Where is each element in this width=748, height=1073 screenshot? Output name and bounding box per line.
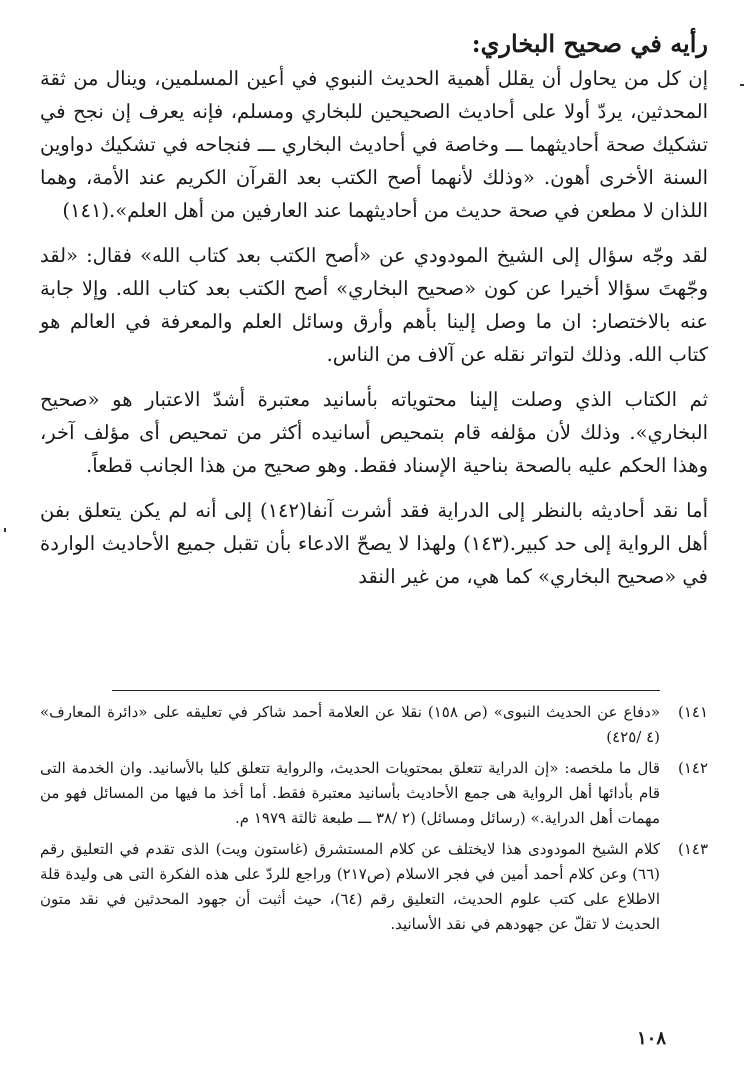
footnote-142 [40, 756, 708, 831]
section-heading: رأيه في صحيح البخاري: [471, 29, 708, 58]
footnote-text: «دفاع عن الحديث النبوى» (ص ١٥٨) نقلا عن العلامة أحمد شاكر في تعليقه على «دائرة المعارف» (٤ /٤٢٥) [40, 703, 660, 746]
footnote-number: ١٤٣) [677, 840, 708, 858]
margin-mark [4, 528, 6, 532]
page-number: ١٠٨ [636, 1028, 666, 1049]
footnotes [40, 700, 708, 943]
footnote-number: ١٤١) [677, 703, 708, 721]
footnote-divider [112, 690, 660, 691]
footnote-143 [40, 837, 708, 937]
margin-mark [740, 84, 744, 86]
footnote-141 [40, 700, 708, 750]
paragraph-4: أما نقد أحاديثه بالنظر إلى الدراية فقد أشرت آنفا(١٤٢) إلى أنه لم يكن يتعلق بفن أهل الرواية إلى حد كبير.(١٤٣) ولهذا لا يصحّ الادعاء بأن تقبل جميع الأحاديث الواردة في «صحيح البخاري» كما هي، من غير النقد [40, 499, 708, 588]
main-text [40, 26, 708, 605]
footnote-text: قال ما ملخصه: «إن الدراية تتعلق بمحتويات الحديث، والرواية تتعلق كليا بالأسانيد. وان الخدمة التى قام بأدائها أهل الرواية هى جمع الأحاديث بأسانيد معتبرة فقط. أما أخذ ما فيها من المسائل فهو من مهمات أهل الدراية.» (رسائل ومسائل) (٢ /٣٨ ـــ طبعة ثالثة ١٩٧٩ م. [40, 759, 660, 827]
paragraph-2: لقد وجّه سؤال إلى الشيخ المودودي عن «أصح الكتب بعد كتاب الله» فقال: «لقد وجّهتَ سؤالا أخيرا عن كون «صحيح البخاري» أصح الكتب بعد كتاب الله. وإلا جابة عنه بالاختصار: ان ما وصل إلينا بأهم وأرق وسائل العلم والمعرفة في العالم هو كتاب الله. وذلك لتواتر نقله عن آلاف من الناس. [40, 244, 708, 366]
paragraph-3: ثم الكتاب الذي وصلت إلينا محتوياته بأسانيد معتبرة أشدّ الاعتبار هو «صحيح البخاري». وذلك لأن مؤلفه قام بتمحيص أسانيده أكثر من تمحيص أى مؤلف آخر، وهذا الحكم عليه بالصحة بناحية الإسناد فقط. وهو صحيح من هذا الجانب قطعاً. [40, 388, 708, 477]
paragraph-1: إن كل من يحاول أن يقلل أهمية الحديث النبوي في أعين المسلمين، وينال من ثقة المحدثين، يردّ أولا على أحاديث الصحيحين للبخاري ومسلم، فإنه يعرف إن نجح في تشكيك صحة أحاديثهما ـــ وخاصة في أحاديث البخاري ـــ فنجاحه في تشكيك دواوين السنة الأخرى أهون. «وذلك لأنهما أصح الكتب بعد القرآن الكريم عند الأمة، وهما اللذان لا مطعن في صحة حديث من أحاديثهما عند العارفين من أهل العلم».(١٤١) [40, 67, 708, 222]
footnote-text: كلام الشيخ المودودى هذا لايختلف عن كلام المستشرق (غاستون ويت) الذى تقدم في التعليق رقم (٦٦) وعن كلام أحمد أمين في فجر الاسلام (ص٢١٧) وراجع للردّ على هذه الفكرة التى هى وليدة قلة الاطلاع على كتب علوم الحديث، التعليق رقم (٦٤)، حيث أثبت أن جهود المحدثين في نقد متون الحديث لا تقلّ عن جهودهم في نقد الأسانيد. [40, 840, 661, 933]
footnote-number: ١٤٢) [677, 759, 708, 777]
